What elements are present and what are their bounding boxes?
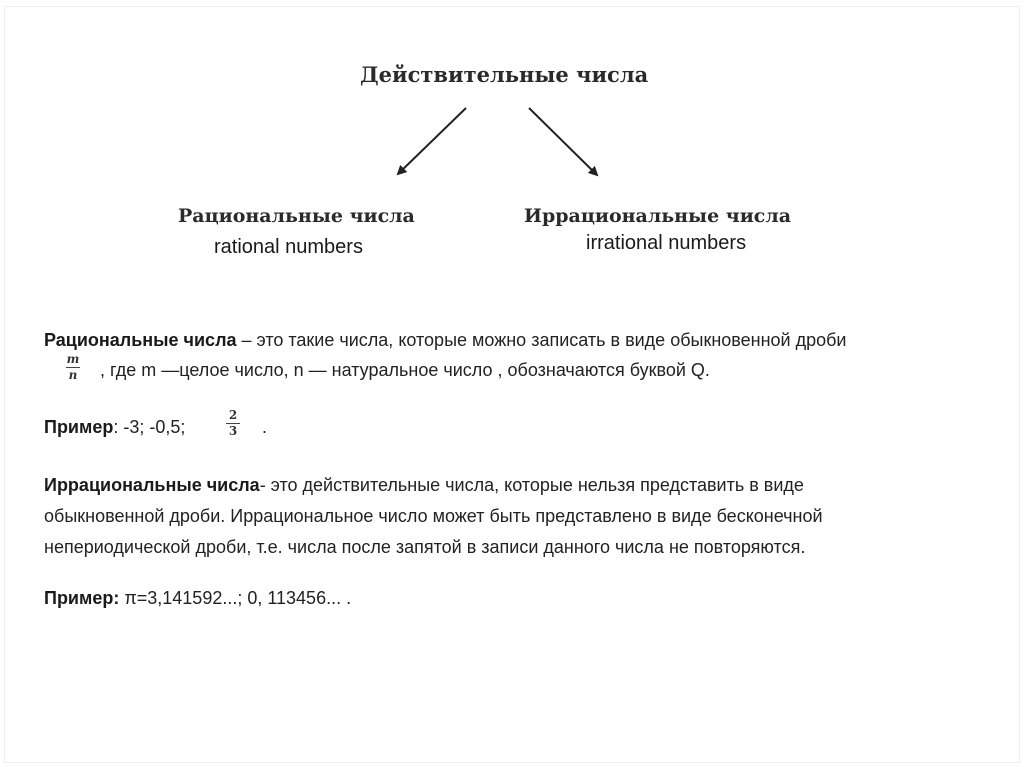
example-values: : -3; -0,5; — [113, 417, 186, 437]
fraction-denominator: n — [68, 368, 78, 382]
irrational-node-subtitle: irrational numbers — [586, 232, 747, 254]
fraction-denominator: 3 — [228, 424, 238, 438]
rational-definition-continued: , где m —целое число, n — натуральное число , обозначаются буквой Q. — [100, 360, 710, 380]
rational-node-subtitle: rational numbers — [214, 236, 363, 258]
rational-definition — [44, 325, 847, 355]
diagram-title: Действительные числа — [360, 62, 649, 87]
rational-node: Рациональные числа — [178, 205, 415, 227]
example-period: . — [262, 417, 268, 437]
irrational-example — [44, 583, 351, 613]
arrow-left — [398, 108, 466, 174]
arrow-right — [529, 108, 597, 175]
irrational-term: Иррациональные числа — [44, 475, 260, 495]
irrational-definition-line3: непериодической дроби, т.е. числа после запятой в записи данного числа не повторяются. — [44, 537, 806, 557]
rational-term: Рациональные числа — [44, 330, 237, 350]
rational-definition-text: – это такие числа, которые можно записать в виде обыкновенной дроби — [236, 330, 847, 350]
fraction-m-n — [66, 353, 80, 382]
rational-example — [44, 412, 185, 442]
example-label: Пример — [44, 417, 114, 437]
diagram-arrows — [0, 0, 1024, 300]
fraction-2-3 — [226, 409, 240, 438]
irrational-definition — [44, 470, 804, 500]
irrational-example-values: π=3,141592...; 0, 113456... . — [119, 588, 352, 608]
fraction-numerator: 2 — [228, 408, 238, 422]
fraction-numerator: m — [66, 352, 80, 366]
irrational-definition-line1: - это действительные числа, которые нельзя представить в виде — [259, 475, 804, 495]
irrational-definition-line2: обыкновенной дроби. Иррациональное число может быть представлено в виде бесконечной — [44, 506, 823, 526]
irrational-example-label: Пример: — [44, 588, 120, 608]
irrational-node: Иррациональные числа — [524, 205, 792, 227]
